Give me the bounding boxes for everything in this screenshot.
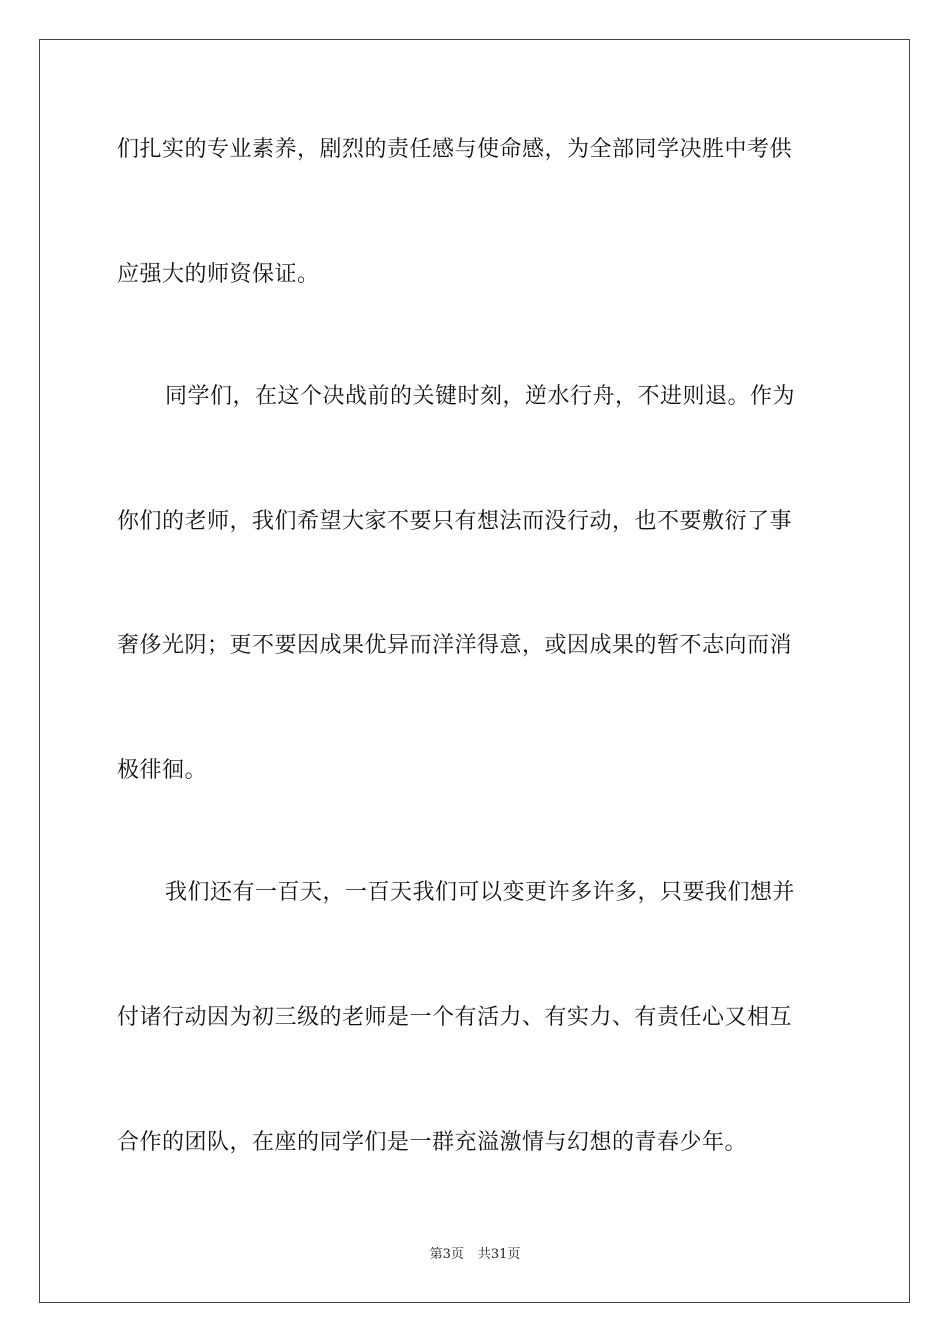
text-line-3: 同学们，在这个决战前的关键时刻，逆水行舟，不进则退。作为 <box>165 384 796 409</box>
text-line-5: 奢侈光阴；更不要因成果优异而洋洋得意，或因成果的暂不志向而消 <box>117 633 793 658</box>
total-pages: 共31页 <box>477 1247 521 1262</box>
page-footer <box>0 1246 950 1264</box>
page-border <box>39 39 910 1303</box>
page-number: 第3页 <box>429 1247 464 1262</box>
text-line-9: 合作的团队，在座的同学们是一群充溢激情与幻想的青春少年。 <box>117 1130 748 1155</box>
text-line-7: 我们还有一百天，一百天我们可以变更许多许多，只要我们想并 <box>165 880 796 905</box>
text-line-6: 极徘徊。 <box>117 758 208 783</box>
text-line-8: 付诸行动因为初三级的老师是一个有活力、有实力、有责任心又相互 <box>117 1005 793 1030</box>
text-line-4: 你们的老师，我们希望大家不要只有想法而没行动，也不要敷衍了事 <box>117 509 793 534</box>
text-line-1: 们扎实的专业素养，剧烈的责任感与使命感，为全部同学决胜中考供 <box>117 137 793 162</box>
text-line-2: 应强大的师资保证。 <box>117 262 320 287</box>
